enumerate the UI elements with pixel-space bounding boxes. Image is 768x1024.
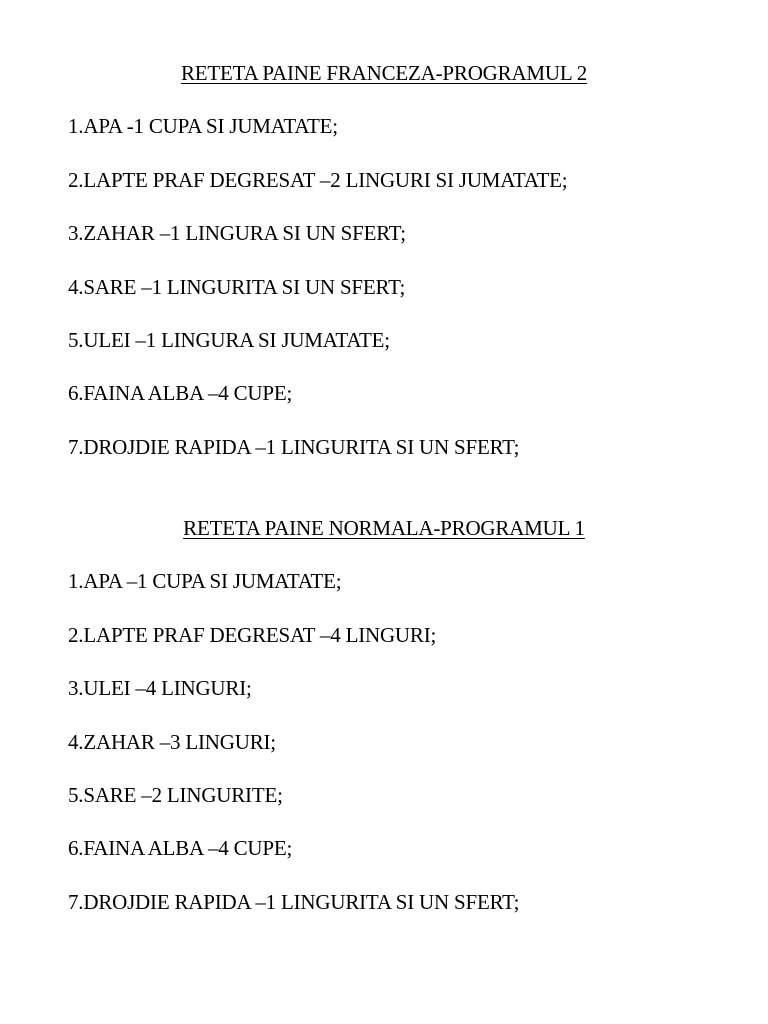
ingredient-item: 3.ZAHAR –1 LINGURA SI UN SFERT; bbox=[68, 221, 406, 245]
ingredient-item: 5.SARE –2 LINGURITE; bbox=[68, 783, 283, 807]
recipe-normal-bread bbox=[0, 513, 768, 914]
ingredient-item: 2.LAPTE PRAF DEGRESAT –2 LINGURI SI JUMATATE; bbox=[68, 168, 568, 192]
ingredient-item: 1.APA –1 CUPA SI JUMATATE; bbox=[68, 569, 342, 593]
ingredient-item: 7.DROJDIE RAPIDA –1 LINGURITA SI UN SFERT; bbox=[68, 435, 520, 459]
ingredient-item: 4.SARE –1 LINGURITA SI UN SFERT; bbox=[68, 275, 406, 299]
ingredient-item: 1.APA -1 CUPA SI JUMATATE; bbox=[68, 114, 338, 138]
recipe-french-bread bbox=[0, 58, 768, 459]
ingredient-item: 2.LAPTE PRAF DEGRESAT –4 LINGURI; bbox=[68, 623, 437, 647]
ingredient-item: 6.FAINA ALBA –4 CUPE; bbox=[68, 381, 293, 405]
recipe-title: RETETA PAINE NORMALA-PROGRAMUL 1 bbox=[183, 516, 585, 540]
ingredient-item: 7.DROJDIE RAPIDA –1 LINGURITA SI UN SFERT; bbox=[68, 890, 520, 914]
ingredient-item: 4.ZAHAR –3 LINGURI; bbox=[68, 730, 276, 754]
ingredient-item: 6.FAINA ALBA –4 CUPE; bbox=[68, 836, 293, 860]
ingredient-item: 5.ULEI –1 LINGURA SI JUMATATE; bbox=[68, 328, 390, 352]
ingredient-item: 3.ULEI –4 LINGURI; bbox=[68, 676, 252, 700]
recipe-title: RETETA PAINE FRANCEZA-PROGRAMUL 2 bbox=[180, 61, 588, 85]
